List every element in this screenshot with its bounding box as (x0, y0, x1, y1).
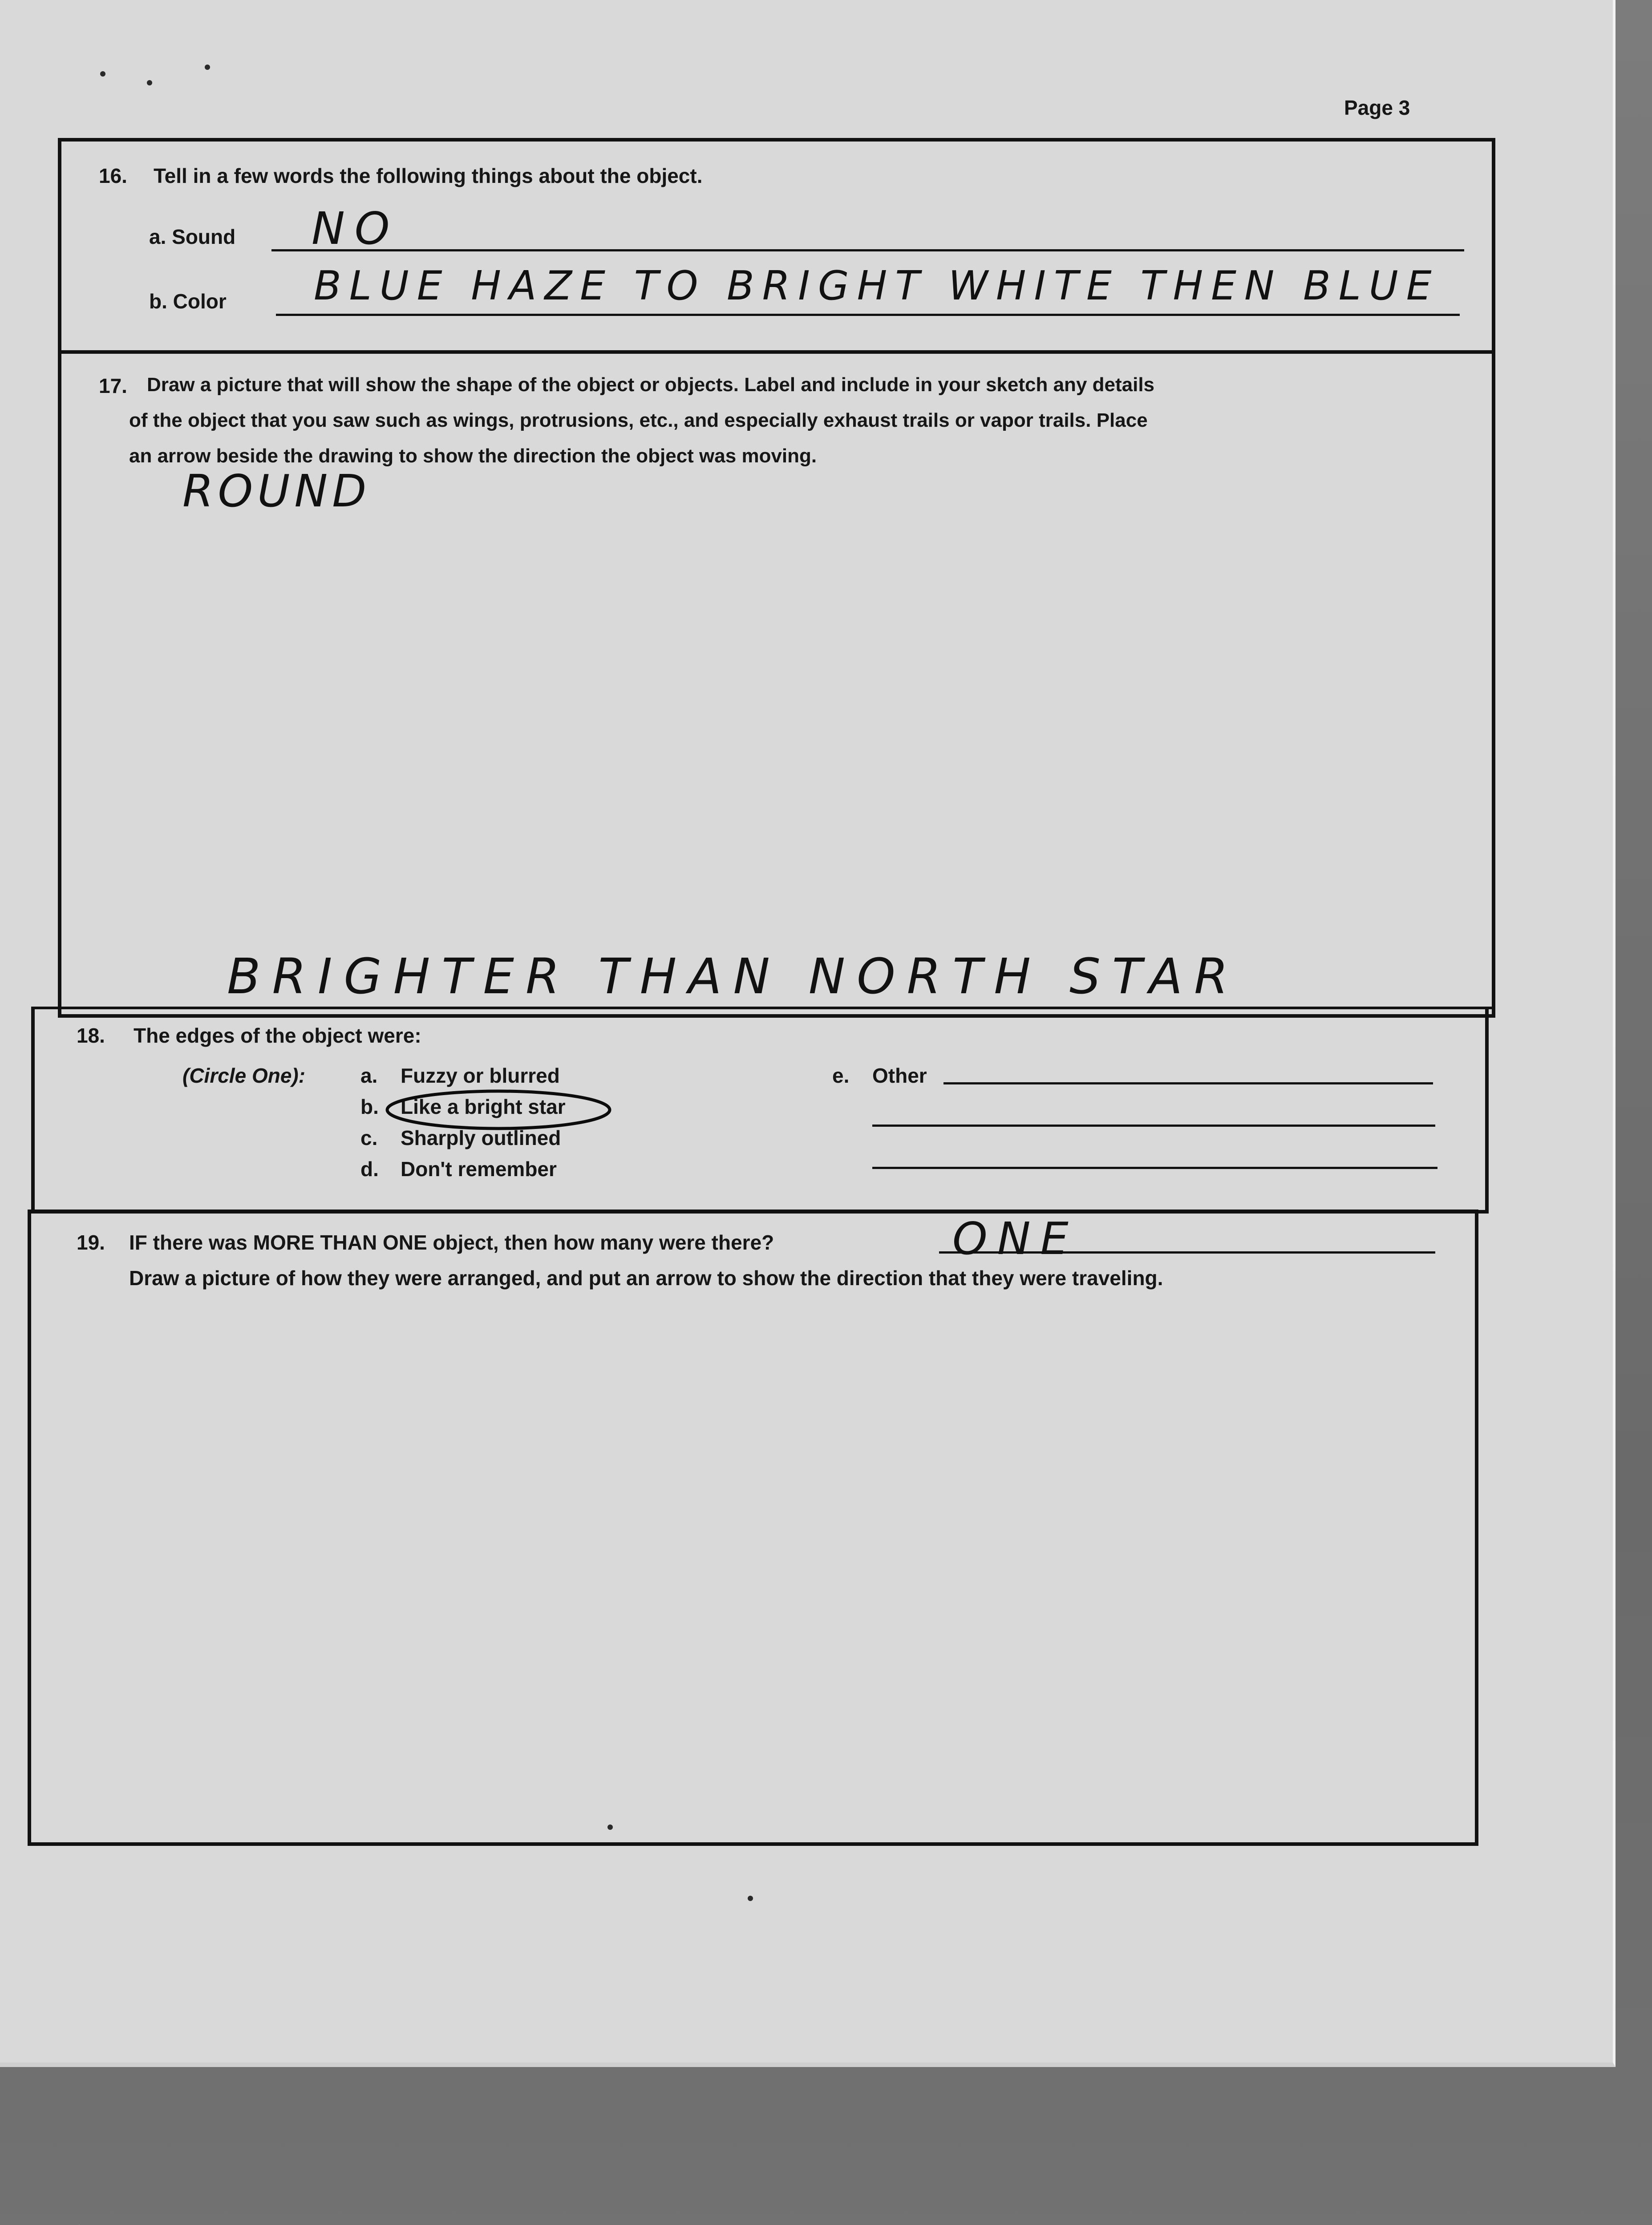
scan-speck (748, 1896, 753, 1901)
other-label: Other (872, 1064, 927, 1087)
circle-one-instruction: (Circle One): (182, 1064, 306, 1087)
q19-prompt-line-1: IF there was MORE THAN ONE object, then how many were there? (129, 1231, 774, 1254)
q16-number: 16. (99, 164, 127, 187)
q17-prompt-line-3: an arrow beside the drawing to show the direction the object was moving. (129, 445, 817, 467)
q17-prompt-line-2: of the object that you saw such as wings, protrusions, etc., and especially exhaust trails or vapor trails. Place (129, 409, 1148, 431)
option-d-label: Don't remember (401, 1157, 557, 1181)
sound-label: a. Sound (149, 225, 236, 248)
option-b-label: Like a bright star (401, 1095, 566, 1118)
color-answer-line (276, 314, 1460, 316)
q18-prompt: The edges of the object were: (134, 1024, 421, 1047)
sound-answer: NO (312, 202, 400, 255)
other-answer-line-3 (872, 1167, 1437, 1169)
other-answer-line-2 (872, 1125, 1435, 1127)
option-c-label: Sharply outlined (401, 1126, 561, 1149)
section-19-box (28, 1210, 1478, 1846)
scan-speck (100, 71, 105, 77)
option-b-letter: b. (360, 1095, 379, 1118)
option-c-letter: c. (360, 1126, 378, 1149)
scan-speck (205, 65, 210, 70)
q17-number: 17. (99, 374, 127, 397)
scan-speck (147, 80, 152, 85)
object-count-answer: ONE (952, 1213, 1078, 1265)
other-answer-line-1 (943, 1082, 1433, 1084)
q17-prompt-line-1: Draw a picture that will show the shape of the object or objects. Label and include in your sketch any details (147, 374, 1155, 396)
option-a-letter: a. (360, 1064, 378, 1087)
page-number: Page 3 (1344, 96, 1410, 119)
shape-answer: ROUND (182, 465, 371, 517)
q16-prompt: Tell in a few words the following things about the object. (154, 164, 703, 187)
color-label: b. Color (149, 290, 227, 313)
q18-number: 18. (77, 1024, 105, 1047)
option-e-letter: e. (832, 1064, 850, 1087)
q19-prompt-line-2: Draw a picture of how they were arranged, and put an arrow to show the direction that they were traveling. (129, 1266, 1163, 1290)
option-d-letter: d. (360, 1157, 379, 1181)
color-answer: BLUE HAZE TO BRIGHT WHITE THEN BLUE (314, 263, 1440, 309)
scan-artifact-streaks (0, 2180, 187, 2225)
sound-answer-line (271, 249, 1464, 251)
brightness-note: BRIGHTER THAN NORTH STAR (227, 948, 1240, 1005)
option-a-label: Fuzzy or blurred (401, 1064, 560, 1087)
q19-number: 19. (77, 1231, 105, 1254)
